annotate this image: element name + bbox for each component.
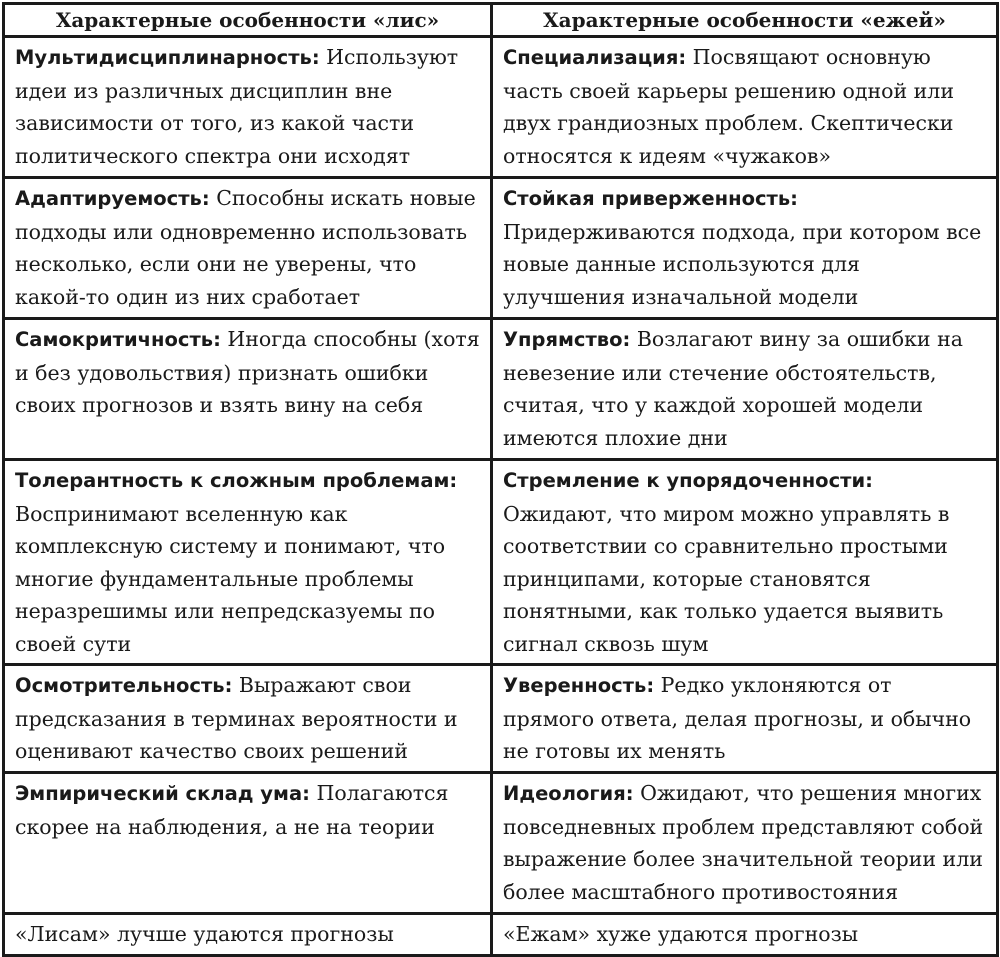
fox-cell <box>4 773 492 914</box>
trait-description: Способны искать новые подходы или одновременно использовать несколько, если они не уверены, что какой-то один из них сработает <box>15 186 476 309</box>
table-row <box>4 178 998 319</box>
hedgehog-cell <box>492 665 998 773</box>
fox-cell <box>4 665 492 773</box>
trait-term: Самокритичность: <box>15 328 221 351</box>
trait-description: Используют идеи из различных дисциплин вне зависимости от того, из какой части политического спектра они исходят <box>15 45 459 168</box>
trait-description: Придерживаются подхода, при котором все новые данные используются для улучшения изначальной модели <box>503 219 982 309</box>
header-hedgehog: Характерные особенности «ежей» <box>492 4 998 37</box>
hedgehog-cell <box>492 178 998 319</box>
trait-term: Специализация: <box>503 46 687 69</box>
trait-description: Выражают свои предсказания в терминах вероятности и оценивают качество своих решений <box>15 673 458 763</box>
trait-term: Упрямство: <box>503 328 631 351</box>
trait-term: Стойкая приверженность: <box>503 187 798 210</box>
trait-description: Редко уклоняются от прямого ответа, делая прогнозы, и обычно не готовы их менять <box>503 673 972 763</box>
hedgehog-cell <box>492 37 998 178</box>
footer-fox: «Лисам» лучше удаются прогнозы <box>4 914 492 956</box>
trait-description: Посвящают основную часть своей карьеры решению одной или двух грандиозных проблем. Скептически относятся к идеям «чужаков» <box>503 45 954 168</box>
trait-description: Воспринимают вселенную как комплексную систему и понимают, что многие фундаментальные проблемы неразрешимы или непредсказуемы по своей сути <box>15 501 446 656</box>
trait-term: Осмотрительность: <box>15 674 233 697</box>
trait-description: Полагаются скорее на наблюдения, а не на теории <box>15 781 449 839</box>
footer-row <box>4 914 998 956</box>
header-fox: Характерные особенности «лис» <box>4 4 492 37</box>
fox-cell <box>4 319 492 460</box>
trait-term: Адаптируемость: <box>15 187 210 210</box>
table-row <box>4 665 998 773</box>
trait-term: Толерантность к сложным проблемам: <box>15 469 458 492</box>
hedgehog-cell <box>492 773 998 914</box>
trait-term: Эмпирический склад ума: <box>15 782 310 805</box>
trait-term: Мультидисциплинарность: <box>15 46 320 69</box>
fox-cell <box>4 460 492 665</box>
fox-cell <box>4 37 492 178</box>
table-row <box>4 319 998 460</box>
table-row <box>4 460 998 665</box>
fox-cell <box>4 178 492 319</box>
table-row <box>4 37 998 178</box>
trait-term: Уверенность: <box>503 674 655 697</box>
table-row <box>4 773 998 914</box>
trait-description: Ожидают, что решения многих повседневных проблем представляют собой выражение более значительной теории или более масштабного противостояния <box>503 781 984 904</box>
fox-hedgehog-comparison-table <box>2 2 999 957</box>
hedgehog-cell <box>492 319 998 460</box>
trait-description: Возлагают вину за ошибки на невезение или стечение обстоятельств, считая, что у каждой хорошей модели имеются плохие дни <box>503 327 963 450</box>
trait-description: Ожидают, что миром можно управлять в соответствии со сравнительно простыми принципами, которые становятся понятными, как только удается выявить сигнал сквозь шум <box>503 501 950 656</box>
trait-description: Иногда способны (хотя и без удовольствия) признать ошибки своих прогнозов и взять вину на себя <box>15 327 480 417</box>
header-row <box>4 4 998 37</box>
hedgehog-cell <box>492 460 998 665</box>
footer-hedgehog: «Ежам» хуже удаются прогнозы <box>492 914 998 956</box>
trait-term: Стремление к упорядоченности: <box>503 469 873 492</box>
trait-term: Идеология: <box>503 782 634 805</box>
